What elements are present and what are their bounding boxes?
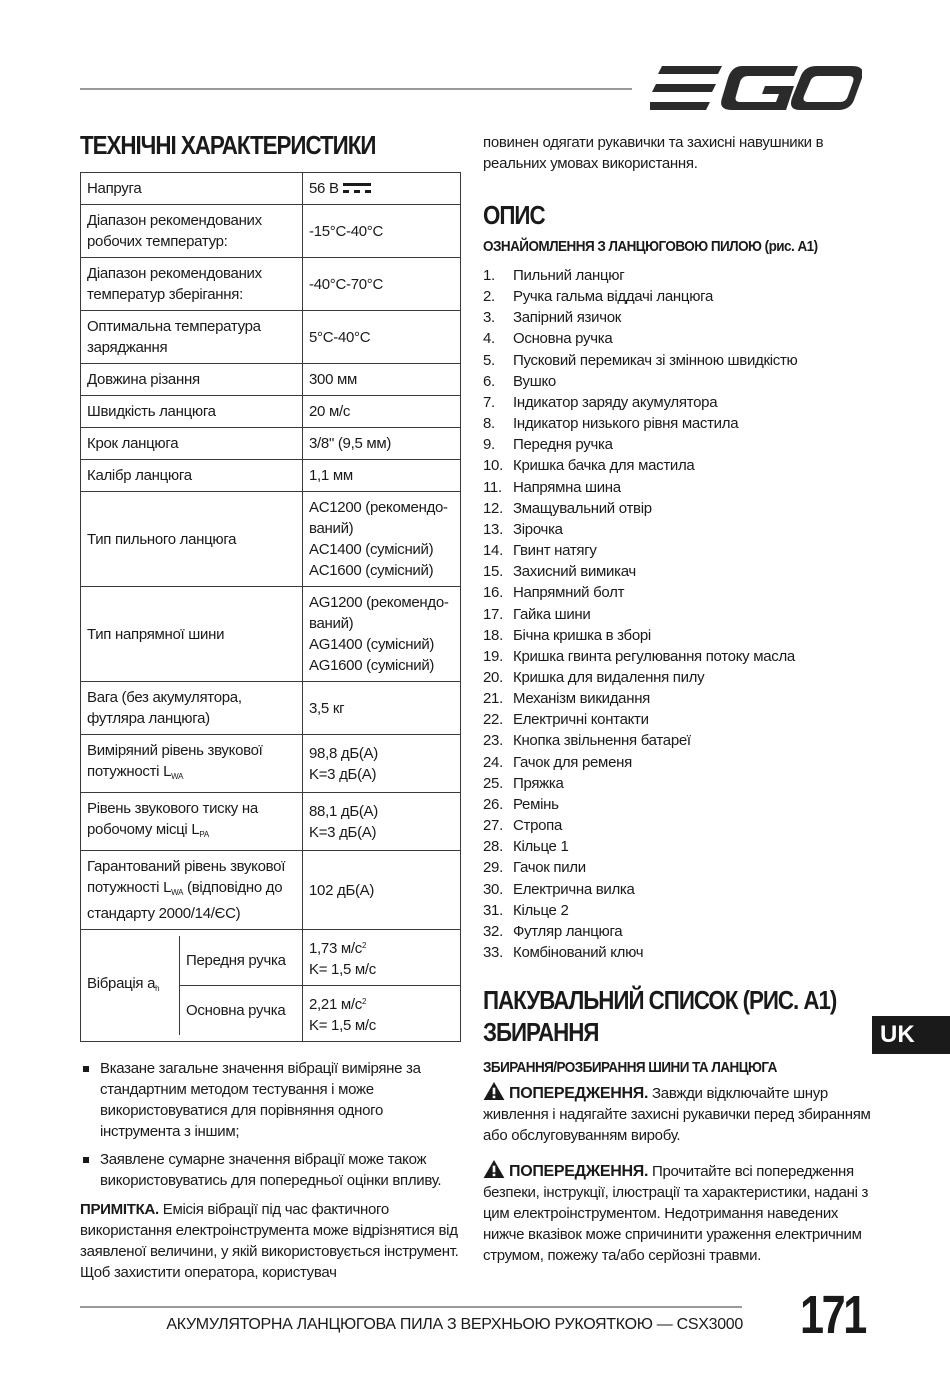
list-item: 24. Гачок для ременя: [483, 753, 632, 771]
footer-title: АКУМУЛЯТОРНА ЛАНЦЮГОВА ПИЛА З ВЕРХНЬОЮ РУКОЯТКОЮ — CSX3000: [166, 1316, 743, 1333]
spec-value: 20 м/с: [303, 396, 461, 428]
table-row: [81, 682, 461, 735]
spec-key: Оптимальна температура заряджання: [81, 311, 303, 364]
list-item: 17. Гайка шини: [483, 605, 591, 623]
spec-value: 1,73 $м/с^2$ K= 1,5 м/с: [303, 930, 461, 986]
spec-value: 3,5 кг: [303, 682, 461, 735]
table-row: [81, 428, 461, 460]
assembly-title: ЗБИРАННЯ: [483, 1017, 599, 1048]
spec-key: Напруга: [81, 173, 303, 205]
table-row: [81, 364, 461, 396]
packing-title: ПАКУВАЛЬНИЙ СПИСОК (РИС. A1): [483, 985, 837, 1016]
front-handle-label: Передня ручка: [180, 936, 303, 986]
spec-key: Тип пильного ланцюга: [81, 492, 303, 587]
vibration-label: Вібрація $a_h$ Передня ручка Основна ручка: [81, 930, 303, 1042]
list-item: 2. Ручка гальма віддачі ланцюга: [483, 288, 714, 306]
header-rule: [80, 88, 632, 90]
list-item: 19. Кришка гвинта регулювання потоку масла: [483, 647, 795, 665]
spec-value: 56 В: [303, 173, 461, 205]
spec-key: Калібр ланцюга: [81, 460, 303, 492]
list-item: 22. Електричні контакти: [483, 711, 649, 729]
spec-key: Діапазон рекомендованих температур зберігання:: [81, 258, 303, 311]
list-item: 1. Пильний ланцюг: [483, 267, 625, 284]
spec-value: -15°C-40°C: [303, 205, 461, 258]
warning-2: ПОПЕРЕДЖЕННЯ. Прочитайте всі попередження безпеки, інструкції, ілюстрації та характеристики, надані з цим електроінструментом. Недотримання наведених нижче вказівок може спричинити ураження електричним струмом, пожежу та/або серйозні травми.: [483, 1160, 883, 1266]
warning-1: ПОПЕРЕДЖЕННЯ. Завжди відключайте шнур живлення і надягайте захисні рукавички перед збиранням або обслуговуванням виробу.: [483, 1082, 883, 1146]
list-item: 29. Гачок пили: [483, 859, 586, 877]
list-item: 11. Напрямна шина: [483, 478, 621, 496]
assembly-subtitle: ЗБИРАННЯ/РОЗБИРАННЯ ШИНИ ТА ЛАНЦЮГА: [483, 1059, 777, 1077]
list-item: 8. Індикатор низького рівня мастила: [483, 415, 739, 433]
list-item: 3. Запірний язичок: [483, 309, 622, 327]
table-row: [81, 173, 461, 205]
list-item: 6. Вушко: [483, 372, 556, 390]
main-handle-label: Основна ручка: [186, 1002, 286, 1019]
warning-icon: [483, 1160, 505, 1178]
list-item: 23. Кнопка звільнення батареї: [483, 732, 691, 750]
table-row: [81, 793, 461, 851]
right-column: [483, 132, 883, 1266]
spec-value: 88,1 дБ(A) K=3 дБ(A): [303, 793, 461, 851]
spec-value: 300 мм: [303, 364, 461, 396]
list-item: 13. Зірочка: [483, 520, 563, 538]
spec-key: Тип напрямної шини: [81, 587, 303, 682]
spec-key: Швидкість ланцюга: [81, 396, 303, 428]
spec-value: 1,1 мм: [303, 460, 461, 492]
list-item: 25. Пряжка: [483, 774, 564, 792]
list-item: 12. Змащувальний отвір: [483, 499, 652, 517]
table-row: [81, 735, 461, 793]
spec-key: Гарантований рівень звукової потужності $L_{WA}$ (відповідно до стандарту 2000/14/ЄС): [81, 851, 303, 930]
parts-list: [483, 265, 883, 963]
table-row: [81, 492, 461, 587]
note-continued: повинен одягати рукавички та захисні навушники в реальних умовах використання.: [483, 134, 824, 172]
dc-symbol-icon: [343, 182, 371, 194]
list-item: 28. Кільце 1: [483, 838, 569, 856]
list-item: 20. Кришка для видалення пилу: [483, 668, 705, 686]
list-item: 33. Комбінований ключ: [483, 944, 644, 961]
spec-key: Довжина різання: [81, 364, 303, 396]
table-row: [81, 258, 461, 311]
note-label: ПРИМІТКА.: [80, 1201, 159, 1218]
spec-value: 3/8" (9,5 мм): [303, 428, 461, 460]
ego-logo: [650, 60, 862, 116]
spec-value: 2,21 $м/с^2$ K= 1,5 м/с: [303, 986, 461, 1042]
spec-value: 102 дБ(A): [303, 851, 461, 930]
list-item: 26. Ремінь: [483, 795, 559, 813]
table-row: [81, 460, 461, 492]
list-item: 4. Основна ручка: [483, 330, 613, 348]
list-item: 5. Пусковий перемикач зі змінною швидкістю: [483, 351, 798, 369]
list-item: 21. Механізм викидання: [483, 690, 650, 708]
table-row: [81, 311, 461, 364]
note-paragraph: ПРИМІТКА. Емісія вібрації під час фактичного використання електроінструмента може відрізнятися від заявленої величини, у якій використовується інструмент. Щоб захистити оператора, користувач: [80, 1201, 459, 1281]
specs-title: ТЕХНІЧНІ ХАРАКТЕРИСТИКИ: [80, 130, 376, 160]
table-row: [81, 587, 461, 682]
list-item: 14. Гвинт натягу: [483, 542, 597, 560]
list-item: 30. Електрична вилка: [483, 880, 635, 898]
list-item: 9. Передня ручка: [483, 436, 613, 454]
list-item: 32. Футляр ланцюга: [483, 922, 623, 940]
list-item: 15. Захисний вимикач: [483, 563, 636, 581]
spec-key: Крок ланцюга: [81, 428, 303, 460]
vibration-notes: [80, 1058, 462, 1191]
table-row: [81, 851, 461, 930]
list-item: 10. Кришка бачка для мастила: [483, 457, 695, 475]
spec-value: 5°C-40°C: [303, 311, 461, 364]
footer-rule: [80, 1306, 742, 1308]
list-item: 16. Напрямний болт: [483, 584, 625, 602]
spec-key: Діапазон рекомендованих робочих температур:: [81, 205, 303, 258]
language-tab: UK: [872, 1016, 950, 1054]
spec-key: Рівень звукового тиску на робочому місці $L_{PA}$: [81, 793, 303, 851]
list-item: 7. Індикатор заряду акумулятора: [483, 393, 718, 411]
table-row: [81, 396, 461, 428]
list-item: 18. Бічна кришка в зборі: [483, 626, 651, 644]
left-column: [80, 130, 462, 1283]
spec-value: AG1200 (рекомендо-ваний) AG1400 (сумісний) AG1600 (сумісний): [303, 587, 461, 682]
description-subtitle: ОЗНАЙОМЛЕННЯ З ЛАНЦЮГОВОЮ ПИЛОЮ (рис. A1): [483, 238, 818, 255]
list-item: Заявлене сумарне значення вібрації може також використовуватись для попередньої оцінки впливу.: [80, 1149, 462, 1191]
list-item: 31. Кільце 2: [483, 901, 569, 919]
description-title: ОПИС: [483, 200, 545, 230]
warning-icon: [483, 1082, 505, 1100]
table-row: [81, 930, 461, 986]
list-item: 27. Стропа: [483, 817, 563, 835]
specs-table: [80, 172, 461, 1042]
page-number: 171: [800, 1285, 865, 1345]
spec-key: Виміряний рівень звукової потужності $L_{WA}$: [81, 735, 303, 793]
spec-key: Вага (без акумулятора, футляра ланцюга): [81, 682, 303, 735]
spec-value: -40°C-70°C: [303, 258, 461, 311]
table-row: [81, 205, 461, 258]
spec-value: 98,8 дБ(A) K=3 дБ(A): [303, 735, 461, 793]
spec-value: AC1200 (рекомендо-ваний) AC1400 (сумісний) AC1600 (сумісний): [303, 492, 461, 587]
list-item: Вказане загальне значення вібрації виміряне за стандартним методом тестування і може використовуватися для порівняння одного інструмента з іншим;: [80, 1058, 462, 1142]
